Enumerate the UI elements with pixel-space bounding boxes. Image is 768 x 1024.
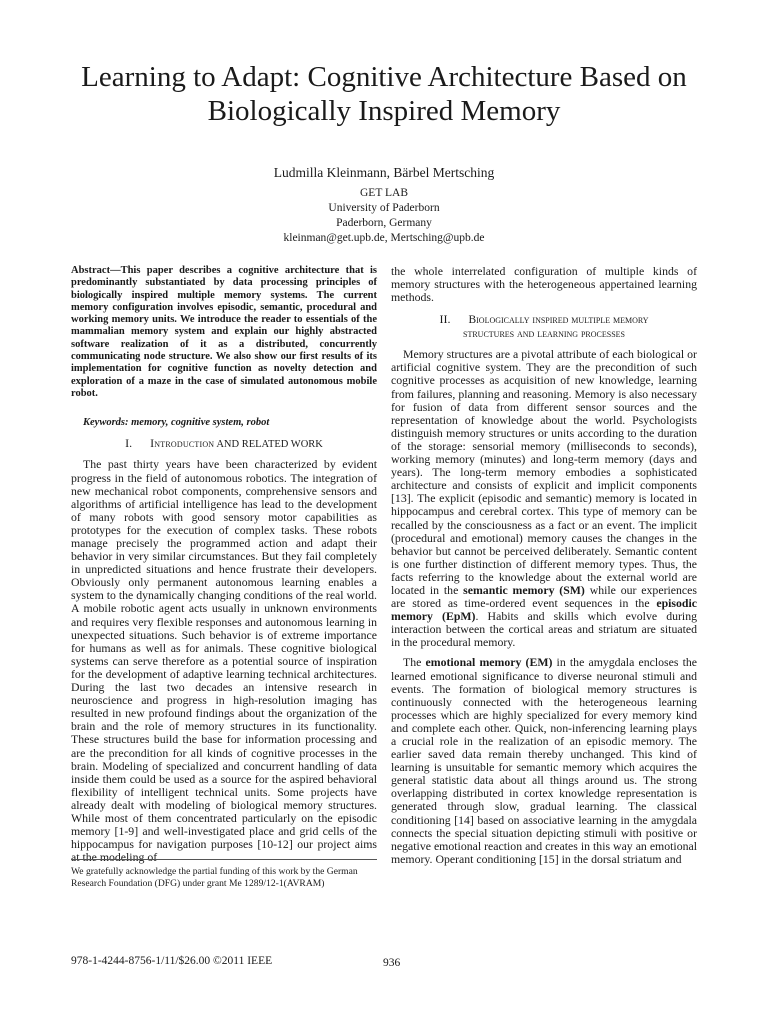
author-emails: kleinman@get.upb.de, Mertsching@upb.de xyxy=(283,232,485,244)
section-1-title-smallcaps: Introduction xyxy=(150,436,215,451)
section-1-title-rest: AND RELATED WORK xyxy=(214,439,323,451)
section-2-paragraph-2 xyxy=(391,656,697,866)
p1-text-e: . Habits and skills which evolve during interaction between the cortical areas and striatum are situated in the procedural memory. xyxy=(391,609,698,650)
section-2-heading xyxy=(391,312,697,341)
affiliation-lab: GET LAB xyxy=(359,187,409,199)
section-1-heading xyxy=(71,437,377,451)
p2-text-c: in the amygdala encloses the learned emotional significance to diverse neuronal stimuli and events. The formation of biological memory structures is continuously connected with the heterogeneous learning processes which are highly specialized for every memory kind and complete each other. Quick, non-inferencing learning plays a crucial role in the realization of an episodic memory. The earlier saved data remain thereby unchanged. This kind of learning is unsuitable for semantic memory which acquires the general statistic data about all things around us. The strong overlapping distributed in cortex knowledge representation is generated through slow, gradual learning. The classical conditioning [14] based on associative learning in the amygdala connects the special situation depicting stimuli with positive or negative emotional reaction and creates in this way an emotional memory. Operant conditioning [15] in the dorsal striatum and xyxy=(391,655,697,866)
section-2-title-line1: Biologically inspired multiple memory xyxy=(468,314,649,327)
page-number: 936 xyxy=(383,957,401,969)
funding-footnote: We gratefully acknowledge the partial funding of this work by the German Research Foundation (DFG) under grant Me 1289/12-1(AVRAM) xyxy=(71,866,358,889)
author-block xyxy=(184,165,584,246)
abstract-text: This paper describes a cognitive architecture that is predominantly substantiated by data processing principles of biologically inspired multiple memory systems. The current memory configuration involves episodic, semantic, procedural and working memory units. We introduce the reader to essentials of the mammalian memory system and explain our highly abstracted software realization of it as a distributed, concurrently communicating node structure. We also show our first results of its implementation for cognitive function as novelty detection and exploration of a maze in the case of simulated autonomous mobile robot. xyxy=(71,265,377,399)
section-1-number: I. xyxy=(125,436,133,451)
p1-text-a: Memory structures are a pivotal attribute of each biological or artificial cognitive system. They are the precondition of such cognitive processes as acquisition of new knowledge, learning from failures, planning and reasoning. Memory is also necessary for fusion of data from different sensor sources and the representation of knowledge about the world. Psychologists distinguish memory structures or units according to the duration of the storage: sensorial memory (milliseconds to seconds), working memory (minutes) and long-term memory (days and years). The long-term memory embodies a sophisticated architecture and consists of explicit and implicit components [13]. The explicit (episodic and semantic) memory is located in hippocampus and cerebral cortex. This type of memory can be recalled by the consciousness as a fact or an event. The implicit (procedural and emotional) memory causes the changes in the behavior but cannot be perceived deliberately. Semantic content is one further distinction of different memory types. Thus, the facts referring to the knowledge about the external world are located in the xyxy=(391,347,697,597)
right-column xyxy=(391,265,697,873)
section-2-number: II. xyxy=(439,312,451,327)
abstract-label: Abstract— xyxy=(71,265,121,276)
p2-text-a: The xyxy=(403,655,426,670)
copyright-line: 978-1-4244-8756-1/11/$26.00 ©2011 IEEE xyxy=(71,955,273,967)
affiliation-university: University of Paderborn xyxy=(328,202,440,214)
p1-text-c: while our experiences are stored as time-ordered event sequences in the xyxy=(391,582,697,611)
section-2-paragraph-1 xyxy=(391,348,697,649)
section-1-paragraph: The past thirty years have been characterized by evident progress in the field of autonomous robotics. The integration of new mechanical robot components, comprehensive sensors and algorithms of artificial intelligence has lead to the development of many robots with good sensory motor capabilities as prototypes for the execution of complex tasks. These robots manage precisely the programmed action and adapt their behavior in very similar circumstances. But they fail completely in unpredicted situations and hence frustrate their developers. Obviously only permanent autonomous learning enables a system to the dynamically changing conditions of the real world. A mobile robotic agent acts usually in unknown environments and requires very flexible responses and autonomous learning in unexpected situations. Such behavior is of extreme importance for humans as well as for animals. These cognitive biological systems can serve therefore as a potential source of inspiration for the development of adaptive learning technical architectures. During the last two decades an intensive research in neuroscience and progress in high-resolution imaging has resulted in new profound findings about the organization of the brain and the role of memory structures in its functionality. These structures build the base for information processing and are the precondition for all kinds of cognitive processes in the brain. Modeling of specialized and concurrent handling of data inside them could be used as a source for the aspired behavioral flexibility of intelligent technical units. Some projects have already dealt with modeling of biological memory structures. While most of them concentrated particularly on the episodic memory [1-9] and well-investigated place and grid cells of the hippocampus for navigation purposes [10-12] our project aims at the modeling of xyxy=(71,457,377,865)
abstract xyxy=(71,265,377,400)
affiliation-location: Paderborn, Germany xyxy=(336,217,432,229)
term-semantic-memory: semantic memory (SM) xyxy=(463,582,585,597)
paper-title: Learning to Adapt: Cognitive Architecture Based on Biologically Inspired Memory xyxy=(81,61,687,127)
keywords: Keywords: memory, cognitive system, robot xyxy=(83,417,270,429)
author-names: Ludmilla Kleinmann, Bärbel Mertsching xyxy=(273,165,495,180)
term-episodic-memory: episodic memory (EpM) xyxy=(391,596,697,624)
left-column xyxy=(71,265,377,871)
footnote-divider xyxy=(71,859,377,860)
right-column-intro: the whole interrelated configuration of multiple kinds of memory structures with the heterogeneous appertained learning methods. xyxy=(391,264,697,305)
term-emotional-memory: emotional memory (EM) xyxy=(425,655,553,670)
section-2-title-line2: structures and learning processes xyxy=(463,328,625,341)
